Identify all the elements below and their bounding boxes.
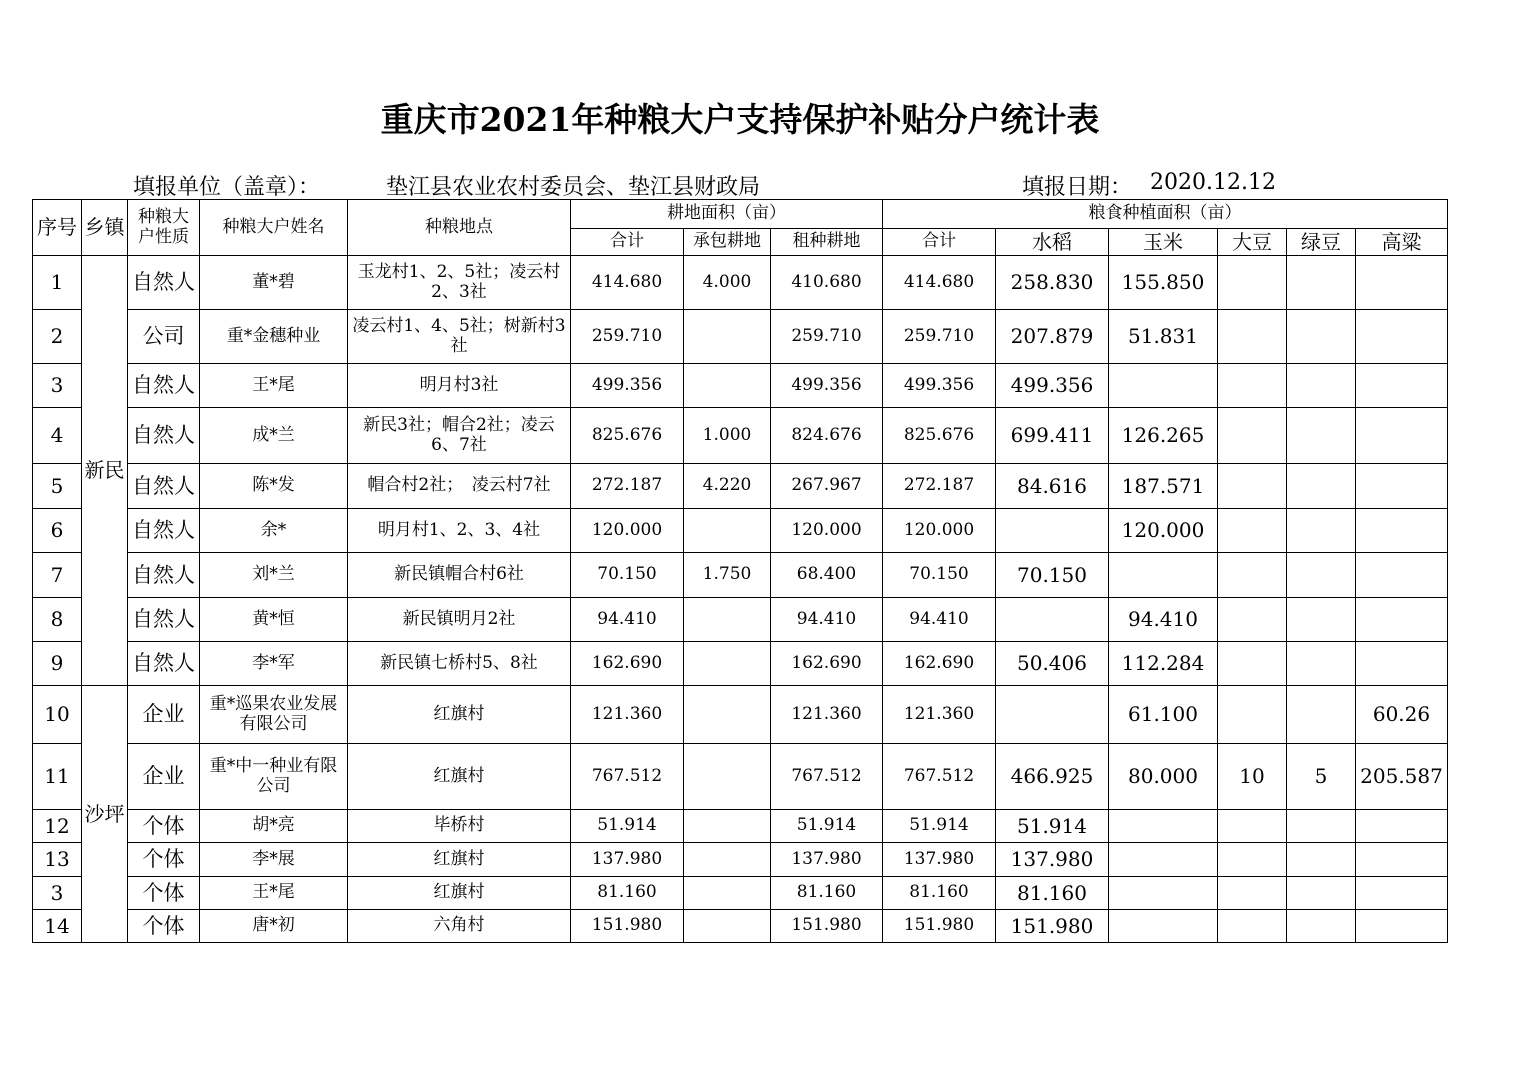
table-row — [33, 256, 1448, 310]
cell-rice: 151.980 — [996, 910, 1109, 943]
cell-sorghum — [1356, 843, 1448, 877]
cell-sorghum — [1356, 509, 1448, 553]
header-rice: 水稻 — [996, 229, 1109, 256]
table-row — [33, 408, 1448, 464]
cell-contracted — [684, 642, 771, 686]
cell-location: 新民镇帽合村6社 — [348, 553, 571, 598]
cell-corn — [1109, 364, 1218, 408]
cell-farmland-total: 259.710 — [571, 310, 684, 364]
cell-name: 余* — [200, 509, 348, 553]
header-crop-total: 合计 — [883, 229, 996, 256]
cell-nature: 个体 — [128, 910, 200, 943]
cell-mungbean — [1287, 877, 1356, 910]
cell-rice: 499.356 — [996, 364, 1109, 408]
cell-location: 新民3社；帽合2社；凌云6、7社 — [348, 408, 571, 464]
table-row — [33, 464, 1448, 509]
cell-location: 红旗村 — [348, 686, 571, 744]
cell-soybean — [1218, 910, 1287, 943]
header-nature: 种粮大户性质 — [128, 200, 200, 256]
cell-seq: 6 — [33, 509, 82, 553]
cell-nature: 自然人 — [128, 364, 200, 408]
cell-mungbean — [1287, 408, 1356, 464]
cell-mungbean — [1287, 553, 1356, 598]
cell-farmland-total: 499.356 — [571, 364, 684, 408]
cell-rice: 51.914 — [996, 810, 1109, 843]
table-row — [33, 598, 1448, 642]
cell-seq: 8 — [33, 598, 82, 642]
cell-location: 六角村 — [348, 910, 571, 943]
cell-crop-total: 767.512 — [883, 744, 996, 810]
cell-farmland-total: 767.512 — [571, 744, 684, 810]
cell-rice: 699.411 — [996, 408, 1109, 464]
cell-name: 陈*发 — [200, 464, 348, 509]
cell-location: 玉龙村1、2、5社；凌云村2、3社 — [348, 256, 571, 310]
cell-corn — [1109, 877, 1218, 910]
cell-seq: 9 — [33, 642, 82, 686]
cell-corn: 187.571 — [1109, 464, 1218, 509]
header-corn: 玉米 — [1109, 229, 1218, 256]
cell-leased: 151.980 — [771, 910, 883, 943]
cell-crop-total: 70.150 — [883, 553, 996, 598]
cell-sorghum — [1356, 310, 1448, 364]
cell-soybean — [1218, 553, 1287, 598]
cell-nature: 企业 — [128, 744, 200, 810]
report-date-value: 2020.12.12 — [1150, 170, 1276, 195]
cell-crop-total: 499.356 — [883, 364, 996, 408]
cell-farmland-total: 81.160 — [571, 877, 684, 910]
table-row — [33, 910, 1448, 943]
cell-rice: 258.830 — [996, 256, 1109, 310]
header-soybean: 大豆 — [1218, 229, 1287, 256]
subsidy-table — [32, 199, 1448, 943]
cell-name: 重*金穗种业 — [200, 310, 348, 364]
table-row — [33, 877, 1448, 910]
header-farmland-total: 合计 — [571, 229, 684, 256]
cell-seq: 13 — [33, 843, 82, 877]
cell-crop-total: 137.980 — [883, 843, 996, 877]
header-contracted: 承包耕地 — [684, 229, 771, 256]
cell-seq: 1 — [33, 256, 82, 310]
cell-leased: 81.160 — [771, 877, 883, 910]
cell-contracted: 1.750 — [684, 553, 771, 598]
cell-name: 成*兰 — [200, 408, 348, 464]
cell-crop-total: 120.000 — [883, 509, 996, 553]
cell-mungbean — [1287, 810, 1356, 843]
cell-soybean — [1218, 843, 1287, 877]
cell-town-shaping: 沙坪 — [82, 686, 128, 943]
cell-nature: 自然人 — [128, 464, 200, 509]
cell-contracted: 1.000 — [684, 408, 771, 464]
cell-contracted — [684, 364, 771, 408]
cell-soybean — [1218, 509, 1287, 553]
table-row — [33, 509, 1448, 553]
header-seq: 序号 — [33, 200, 82, 256]
cell-corn — [1109, 843, 1218, 877]
cell-nature: 公司 — [128, 310, 200, 364]
cell-leased: 499.356 — [771, 364, 883, 408]
cell-soybean — [1218, 364, 1287, 408]
cell-crop-total: 162.690 — [883, 642, 996, 686]
header-farmland-area: 耕地面积（亩） — [571, 200, 883, 229]
cell-sorghum — [1356, 408, 1448, 464]
cell-sorghum — [1356, 256, 1448, 310]
cell-name: 李*展 — [200, 843, 348, 877]
cell-rice: 466.925 — [996, 744, 1109, 810]
cell-location: 明月村3社 — [348, 364, 571, 408]
cell-location: 新民镇明月2社 — [348, 598, 571, 642]
cell-contracted — [684, 598, 771, 642]
header-leased: 租种耕地 — [771, 229, 883, 256]
cell-seq: 12 — [33, 810, 82, 843]
cell-soybean — [1218, 598, 1287, 642]
cell-crop-total: 151.980 — [883, 910, 996, 943]
cell-name: 重*巡果农业发展有限公司 — [200, 686, 348, 744]
cell-leased: 267.967 — [771, 464, 883, 509]
cell-mungbean — [1287, 598, 1356, 642]
cell-soybean — [1218, 464, 1287, 509]
cell-sorghum — [1356, 553, 1448, 598]
header-crop-area: 粮食种植面积（亩） — [883, 200, 1448, 229]
cell-corn: 126.265 — [1109, 408, 1218, 464]
cell-rice: 207.879 — [996, 310, 1109, 364]
page-title: 重庆市2021年种粮大户支持保护补贴分户统计表 — [380, 100, 1100, 139]
cell-name: 刘*兰 — [200, 553, 348, 598]
cell-nature: 自然人 — [128, 553, 200, 598]
cell-soybean — [1218, 810, 1287, 843]
cell-location: 明月村1、2、3、4社 — [348, 509, 571, 553]
cell-soybean — [1218, 408, 1287, 464]
cell-rice — [996, 598, 1109, 642]
cell-leased: 824.676 — [771, 408, 883, 464]
cell-corn: 80.000 — [1109, 744, 1218, 810]
header-town: 乡镇 — [82, 200, 128, 256]
cell-crop-total: 825.676 — [883, 408, 996, 464]
cell-mungbean — [1287, 686, 1356, 744]
cell-farmland-total: 121.360 — [571, 686, 684, 744]
cell-mungbean — [1287, 310, 1356, 364]
cell-name: 李*军 — [200, 642, 348, 686]
cell-nature: 自然人 — [128, 509, 200, 553]
cell-seq: 3 — [33, 877, 82, 910]
table-row — [33, 642, 1448, 686]
header-location: 种粮地点 — [348, 200, 571, 256]
cell-seq: 3 — [33, 364, 82, 408]
cell-corn — [1109, 810, 1218, 843]
header-name: 种粮大户姓名 — [200, 200, 348, 256]
cell-crop-total: 414.680 — [883, 256, 996, 310]
cell-leased: 120.000 — [771, 509, 883, 553]
cell-mungbean — [1287, 642, 1356, 686]
cell-leased: 137.980 — [771, 843, 883, 877]
cell-farmland-total: 151.980 — [571, 910, 684, 943]
cell-location: 帽合村2社； 凌云村7社 — [348, 464, 571, 509]
cell-rice: 50.406 — [996, 642, 1109, 686]
cell-crop-total: 259.710 — [883, 310, 996, 364]
cell-name: 黄*恒 — [200, 598, 348, 642]
cell-nature: 自然人 — [128, 256, 200, 310]
table-row — [33, 810, 1448, 843]
table-row — [33, 843, 1448, 877]
cell-sorghum — [1356, 464, 1448, 509]
cell-nature: 自然人 — [128, 598, 200, 642]
cell-farmland-total: 137.980 — [571, 843, 684, 877]
cell-crop-total: 81.160 — [883, 877, 996, 910]
cell-rice: 84.616 — [996, 464, 1109, 509]
cell-location: 凌云村1、4、5社；树新村3社 — [348, 310, 571, 364]
cell-soybean — [1218, 877, 1287, 910]
cell-soybean — [1218, 686, 1287, 744]
cell-name: 王*尾 — [200, 364, 348, 408]
report-date-label: 填报日期： — [1022, 175, 1133, 200]
cell-leased: 767.512 — [771, 744, 883, 810]
cell-sorghum — [1356, 364, 1448, 408]
cell-crop-total: 94.410 — [883, 598, 996, 642]
cell-seq: 10 — [33, 686, 82, 744]
cell-soybean — [1218, 642, 1287, 686]
cell-mungbean — [1287, 256, 1356, 310]
cell-leased: 51.914 — [771, 810, 883, 843]
cell-location: 红旗村 — [348, 877, 571, 910]
cell-contracted — [684, 877, 771, 910]
cell-mungbean — [1287, 843, 1356, 877]
cell-rice — [996, 509, 1109, 553]
cell-mungbean: 5 — [1287, 744, 1356, 810]
table-row — [33, 553, 1448, 598]
cell-sorghum — [1356, 910, 1448, 943]
cell-name: 董*碧 — [200, 256, 348, 310]
cell-leased: 121.360 — [771, 686, 883, 744]
cell-corn — [1109, 553, 1218, 598]
cell-crop-total: 272.187 — [883, 464, 996, 509]
cell-corn: 51.831 — [1109, 310, 1218, 364]
cell-contracted — [684, 843, 771, 877]
table-row — [33, 364, 1448, 408]
cell-town-xinmin: 新民 — [82, 256, 128, 686]
cell-contracted — [684, 810, 771, 843]
header-mungbean: 绿豆 — [1287, 229, 1356, 256]
cell-leased: 410.680 — [771, 256, 883, 310]
cell-seq: 14 — [33, 910, 82, 943]
cell-rice — [996, 686, 1109, 744]
cell-soybean — [1218, 310, 1287, 364]
cell-nature: 个体 — [128, 877, 200, 910]
cell-corn: 112.284 — [1109, 642, 1218, 686]
cell-name: 唐*初 — [200, 910, 348, 943]
cell-mungbean — [1287, 910, 1356, 943]
cell-sorghum — [1356, 810, 1448, 843]
cell-name: 胡*亮 — [200, 810, 348, 843]
cell-sorghum — [1356, 877, 1448, 910]
cell-contracted — [684, 910, 771, 943]
cell-seq: 4 — [33, 408, 82, 464]
cell-soybean — [1218, 256, 1287, 310]
cell-corn: 61.100 — [1109, 686, 1218, 744]
cell-nature: 自然人 — [128, 408, 200, 464]
cell-sorghum — [1356, 598, 1448, 642]
cell-corn: 155.850 — [1109, 256, 1218, 310]
cell-leased: 68.400 — [771, 553, 883, 598]
cell-sorghum — [1356, 642, 1448, 686]
cell-farmland-total: 825.676 — [571, 408, 684, 464]
header-sorghum: 高粱 — [1356, 229, 1448, 256]
cell-farmland-total: 94.410 — [571, 598, 684, 642]
cell-seq: 5 — [33, 464, 82, 509]
cell-crop-total: 121.360 — [883, 686, 996, 744]
cell-mungbean — [1287, 464, 1356, 509]
cell-location: 新民镇七桥村5、8社 — [348, 642, 571, 686]
table-row — [33, 686, 1448, 744]
cell-contracted — [684, 744, 771, 810]
cell-location: 毕桥村 — [348, 810, 571, 843]
reporting-unit-value: 垫江县农业农村委员会、垫江县财政局 — [386, 175, 761, 200]
cell-soybean: 10 — [1218, 744, 1287, 810]
cell-rice: 81.160 — [996, 877, 1109, 910]
cell-contracted — [684, 310, 771, 364]
cell-contracted: 4.000 — [684, 256, 771, 310]
cell-nature: 企业 — [128, 686, 200, 744]
cell-sorghum: 60.26 — [1356, 686, 1448, 744]
cell-nature: 个体 — [128, 810, 200, 843]
reporting-unit-label: 填报单位（盖章）： — [133, 175, 321, 200]
cell-seq: 2 — [33, 310, 82, 364]
cell-farmland-total: 272.187 — [571, 464, 684, 509]
cell-location: 红旗村 — [348, 843, 571, 877]
cell-corn: 120.000 — [1109, 509, 1218, 553]
cell-farmland-total: 414.680 — [571, 256, 684, 310]
cell-corn — [1109, 910, 1218, 943]
cell-leased: 259.710 — [771, 310, 883, 364]
cell-location: 红旗村 — [348, 744, 571, 810]
cell-farmland-total: 120.000 — [571, 509, 684, 553]
cell-farmland-total: 162.690 — [571, 642, 684, 686]
cell-contracted — [684, 509, 771, 553]
cell-mungbean — [1287, 364, 1356, 408]
cell-crop-total: 51.914 — [883, 810, 996, 843]
cell-name: 重*中一种业有限公司 — [200, 744, 348, 810]
cell-rice: 70.150 — [996, 553, 1109, 598]
cell-contracted: 4.220 — [684, 464, 771, 509]
cell-contracted — [684, 686, 771, 744]
cell-seq: 7 — [33, 553, 82, 598]
cell-nature: 个体 — [128, 843, 200, 877]
cell-corn: 94.410 — [1109, 598, 1218, 642]
cell-seq: 11 — [33, 744, 82, 810]
cell-sorghum: 205.587 — [1356, 744, 1448, 810]
cell-name: 王*尾 — [200, 877, 348, 910]
cell-farmland-total: 70.150 — [571, 553, 684, 598]
cell-leased: 162.690 — [771, 642, 883, 686]
cell-farmland-total: 51.914 — [571, 810, 684, 843]
cell-rice: 137.980 — [996, 843, 1109, 877]
cell-mungbean — [1287, 509, 1356, 553]
cell-nature: 自然人 — [128, 642, 200, 686]
table-row — [33, 744, 1448, 810]
table-row — [33, 310, 1448, 364]
cell-leased: 94.410 — [771, 598, 883, 642]
